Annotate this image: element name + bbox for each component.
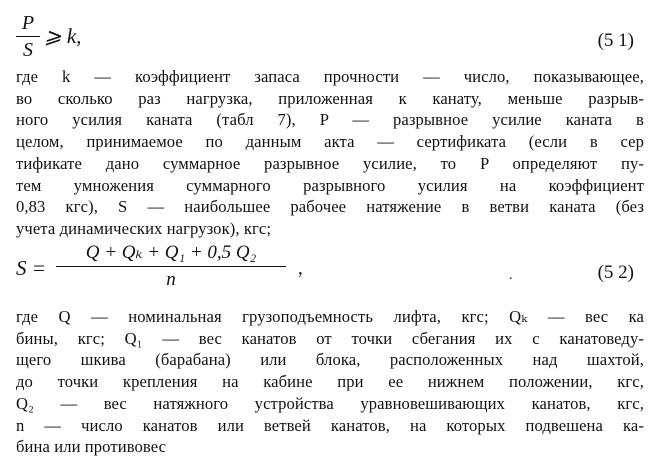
paragraph-definitions-2 [16,306,644,458]
fraction-denominator: S [23,39,33,61]
equation-5-1 [16,8,636,64]
text-line: учета динамических нагрузок), кгс; [16,218,272,238]
stray-mark: . [509,268,513,283]
equation-relation: ⩾ k, [44,24,82,48]
text-line: щего шкива (барабана) или блока, расположенных над шахтой, [16,350,644,370]
text-line: бина или противовес [16,437,167,457]
equation-lhs: S = [16,256,46,280]
text-line: где k — коэффициент запаса прочности — число, показывающее, [16,67,644,86]
text-line: до точки крепления на кабине при ее нижнем положении, кгс, [16,372,644,392]
text-line: n — число канатов или ветвей канатов, на которых подвешена ка- [16,415,644,435]
text-line: тификате дано суммарное разрывное усилие, то P определяют пу- [16,153,644,173]
fraction-numerator: P [21,12,35,34]
text-line: целом, принимаемое по данным акта — сертификата (если в сер [16,132,644,152]
equation-number: (5 2) [597,262,634,283]
equation-number: (5 1) [597,30,634,51]
fraction-p-over-s [16,12,40,61]
fraction-numerator: Q + Qₖ + Q₁ + 0,5 Q₂ [85,242,257,263]
fraction-bar [56,266,286,267]
text-line: Q₂ — вес натяжного устройства уравновешивающих канатов, кгс, [16,393,644,413]
paragraph-definitions-1 [16,66,644,240]
text-line: тем умножения суммарного разрывного усилия на коэффициент [16,175,644,195]
fraction-denominator: n [166,269,176,290]
text-line: ного усилия каната (табл 7), P — разрывное усилие каната в [16,110,644,130]
text-line: бины, кгс; Q₁ — вес канатов от точки сбегания их с канатоведу- [16,328,644,348]
equation-trailing-comma: , [298,258,303,279]
fraction-bar [16,36,40,37]
text-line: во сколько раз нагрузка, приложенная к канату, меньше разрыв- [16,88,644,108]
equation-5-2 [16,238,636,300]
text-line: 0,83 кгс), S — наибольшее рабочее натяжение в ветви каната (без [16,197,644,217]
fraction-load-over-n [56,242,286,291]
text-line: где Q — номинальная грузоподъемность лифта, кгс; Qₖ — вес ка [16,307,644,326]
